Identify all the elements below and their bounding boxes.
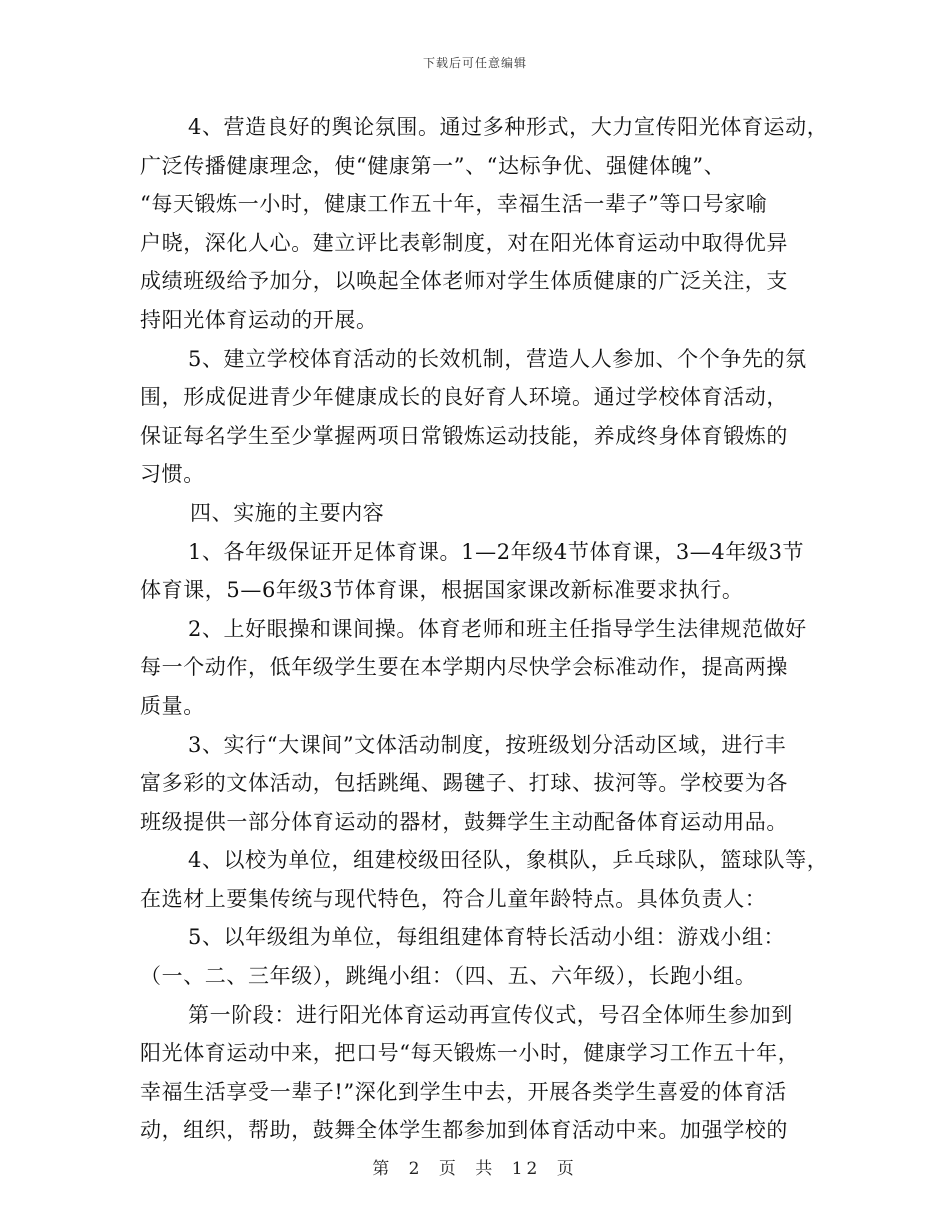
stage-1-line-2: 阳光体育运动中来，把口号“每天锻炼一小时，健康学习工作五十年， (140, 1041, 800, 1066)
item-5-line-2: （一、二、三年级），跳绳小组：（四、五、六年级），长跑小组。 (140, 964, 757, 989)
item-2-line-3: 质量。 (140, 693, 205, 718)
item-4-line-1: 4、以校为单位，组建校级田径队，象棋队，乒乓球队，篮球队等， (188, 848, 829, 873)
item-3-line-2: 富多彩的文体活动，包括跳绳、踢毽子、打球、拔河等。学校要为各 (140, 771, 788, 796)
paragraph-4-line-5: 成绩班级给予加分，以唤起全体老师对学生体质健康的广泛关注，支 (140, 269, 788, 294)
stage-1-line-4: 动，组织，帮助，鼓舞全体学生都参加到体育活动中来。加强学校的 (140, 1118, 788, 1143)
paragraph-4-line-6: 持阳光体育运动的开展。 (140, 307, 378, 332)
paragraph-5-line-3: 保证每名学生至少掌握两项日常锻炼运动技能，养成终身体育锻炼的 (140, 423, 788, 448)
stage-1-line-1: 第一阶段：进行阳光体育运动再宣传仪式，号召全体师生参加到 (188, 1002, 793, 1027)
paragraph-5-line-1: 5、建立学校体育活动的长效机制，营造人人参加、个个争先的氛 (188, 346, 807, 371)
page-header: 下载后可任意编辑 (422, 56, 527, 70)
item-3-line-3: 班级提供一部分体育运动的器材，鼓舞学生主动配备体育运动用品。 (140, 809, 788, 834)
item-1-line-1: 1、各年级保证开足体育课。1—2年级4节体育课，3—4年级3节 (188, 539, 805, 564)
page-footer: 第 2 页 共 12 页 (372, 1159, 578, 1179)
item-3-line-1: 3、实行“大课间”文体活动制度，按班级划分活动区域，进行丰 (188, 732, 787, 757)
item-1-line-2: 体育课，5—6年级3节体育课，根据国家课改新标准要求执行。 (140, 578, 744, 603)
item-2-line-1: 2、上好眼操和课间操。体育老师和班主任指导学生法律规范做好 (188, 616, 807, 641)
item-2-line-2: 每一个动作，低年级学生要在本学期内尽快学会标准动作，提高两操 (140, 655, 788, 680)
document-body (140, 108, 829, 1150)
paragraph-4-line-3: “每天锻炼一小时，健康工作五十年，幸福生活一辈子”等口号家喻 (140, 192, 768, 217)
item-4-line-2: 在选材上要集传统与现代特色，符合儿童年龄特点。具体负责人： (140, 886, 767, 911)
stage-1-line-3: 幸福生活享受一辈子!”深化到学生中去，开展各类学生喜爱的体育活 (140, 1079, 787, 1104)
paragraph-4-line-4: 户晓，深化人心。建立评比表彰制度，对在阳光体育运动中取得优异 (140, 230, 788, 255)
paragraph-4-line-1: 4、营造良好的舆论氛围。通过多种形式，大力宣传阳光体育运动， (188, 115, 829, 139)
paragraph-5-line-4: 习惯。 (140, 462, 205, 487)
paragraph-5-line-2: 围，形成促进青少年健康成长的良好育人环境。通过学校体育活动， (140, 385, 788, 410)
item-5-line-1: 5、以年级组为单位，每组组建体育特长活动小组：游戏小组： (188, 925, 786, 950)
section-heading: 四、实施的主要内容 (190, 500, 385, 525)
paragraph-4-line-2: 广泛传播健康理念，使“健康第一”、“达标争优、强健体魄”、 (140, 153, 726, 178)
